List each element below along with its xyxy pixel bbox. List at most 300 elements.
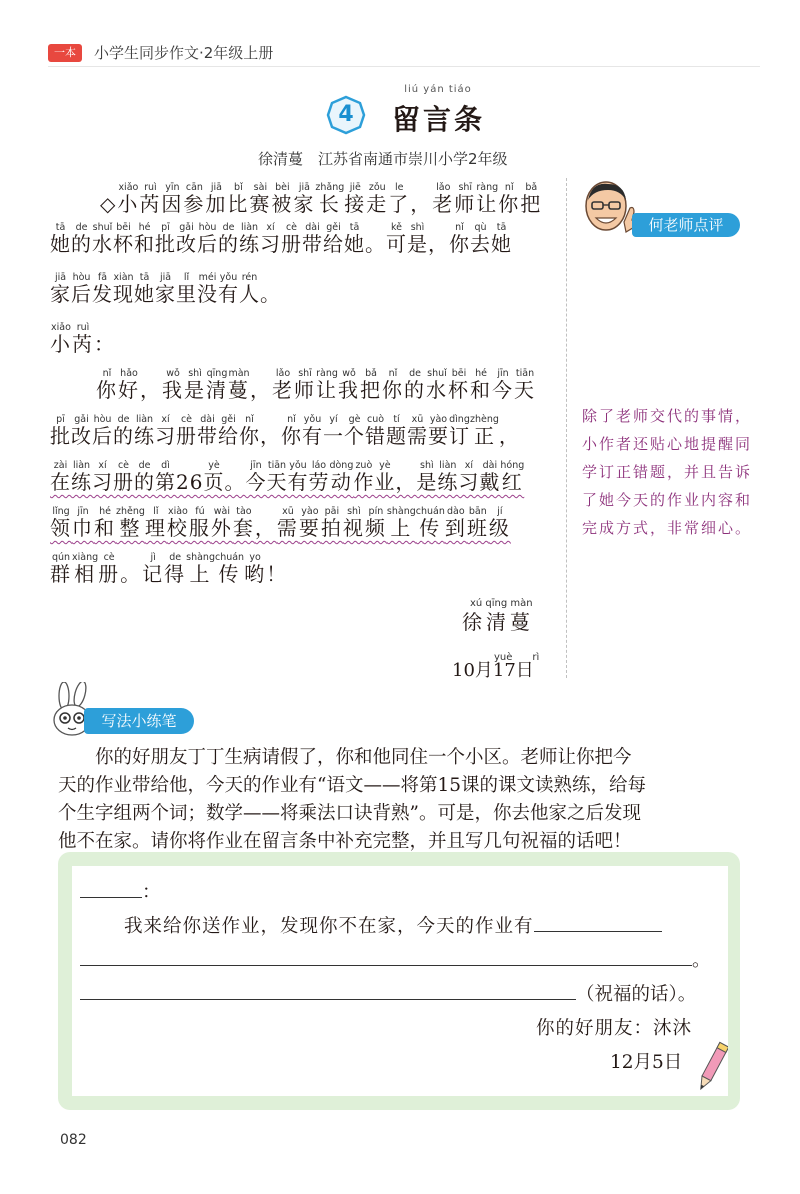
hanzi-with-pinyin: 后hòu — [197, 222, 218, 256]
pinyin: jiā — [155, 272, 176, 283]
hanzi-with-pinyin: 赛sài — [249, 182, 272, 216]
hanzi-with-pinyin: 让ràng — [476, 182, 499, 216]
hanzi-with-pinyin: 的de — [113, 414, 134, 448]
pinyin: fā — [92, 272, 113, 283]
pinyin: zǒu — [366, 182, 389, 193]
hanzi-with-pinyin: 让ràng — [316, 368, 338, 402]
pinyin: lǎo — [272, 368, 294, 379]
pinyin: lǐ — [144, 506, 167, 517]
hanzi-with-pinyin: 你nǐ — [281, 414, 302, 448]
hanzi-with-pinyin: 页yè — [203, 460, 225, 494]
hanzi-with-pinyin: ： — [94, 332, 116, 356]
hanzi-with-pinyin: 的de — [71, 222, 92, 256]
practice-signature: 你的好朋友：沐沐 — [536, 1018, 693, 1039]
hanzi-with-pinyin: 因yīn — [161, 182, 184, 216]
hanzi-with-pinyin: 题tí — [386, 414, 407, 448]
hanzi-with-pinyin: 得de — [164, 552, 187, 586]
hanzi-with-pinyin: 她tā — [344, 222, 365, 256]
pencil-icon — [698, 1038, 728, 1094]
hanzi-with-pinyin: 红hóng — [500, 460, 525, 494]
hanzi-with-pinyin: 巾jīn — [72, 506, 94, 540]
hanzi-with-pinyin: 比bǐ — [227, 182, 250, 216]
hanzi-with-pinyin: 习xí — [92, 460, 113, 494]
hanzi-with-pinyin: 我wǒ — [338, 368, 360, 402]
hanzi-with-pinyin: 的de — [404, 368, 426, 402]
hanzi-with-pinyin: 是shì — [416, 460, 438, 494]
hanzi-with-pinyin: 到dào — [444, 506, 467, 540]
lesson-number: 4 — [338, 102, 354, 127]
pinyin: yǒu — [287, 460, 309, 471]
prompt-line: 天的作业带给他，今天的作业有“语文——将第15课的课文读熟练，给每 — [58, 775, 647, 796]
hanzi-with-pinyin: 小xiǎo — [117, 182, 140, 216]
salutation-blank[interactable] — [80, 897, 142, 898]
hanzi-with-pinyin: 。 — [120, 562, 142, 586]
pinyin: bǐ — [227, 182, 250, 193]
hanzi-with-pinyin: 参cān — [183, 182, 206, 216]
hanzi-with-pinyin: 没méi — [197, 272, 218, 306]
pinyin — [365, 222, 386, 233]
pinyin: lǐ — [176, 272, 197, 283]
hanzi-with-pinyin: 是shì — [184, 368, 206, 402]
hanzi-with-pinyin: 家jiā — [293, 182, 316, 216]
practice-tag: 写法小练笔 — [84, 708, 194, 734]
pinyin: ruì — [139, 182, 162, 193]
hanzi-with-pinyin: 把bǎ — [360, 368, 382, 402]
pinyin: shuǐ — [426, 368, 448, 379]
pinyin: de — [134, 460, 155, 471]
hanzi-with-pinyin: 家jiā — [155, 272, 176, 306]
book-title: 小学生同步作文·2年级上册 — [94, 44, 274, 62]
hanzi-with-pinyin: 错cuò — [365, 414, 386, 448]
pinyin: xiǎo — [50, 322, 72, 333]
hanzi-with-pinyin: ， — [410, 192, 432, 216]
pinyin: hé — [134, 222, 155, 233]
hanzi-with-pinyin: 哟yo — [244, 552, 267, 586]
pinyin: de — [404, 368, 426, 379]
hanzi-with-pinyin: 师shī — [454, 182, 477, 216]
hanzi-with-pinyin: 家jiā — [50, 272, 71, 306]
hanzi-with-pinyin: 老lǎo — [272, 368, 294, 402]
hanzi-with-pinyin: 和hé — [134, 222, 155, 256]
pinyin: yào — [298, 506, 321, 517]
publisher-badge: 一本 — [48, 44, 82, 62]
pinyin — [94, 322, 116, 333]
pinyin — [255, 506, 277, 517]
hanzi-with-pinyin: 蔓màn — [228, 368, 250, 402]
hanzi-with-pinyin: 水shuǐ — [426, 368, 448, 402]
hanzi-with-pinyin: 你nǐ — [449, 222, 470, 256]
pinyin: zuò — [353, 460, 375, 471]
pinyin: sài — [249, 182, 272, 193]
hanzi-with-pinyin: 清qīng — [206, 368, 228, 402]
pinyin: xū — [276, 506, 299, 517]
pinyin: pín — [364, 506, 387, 517]
hanzi-with-pinyin: 个gè — [344, 414, 365, 448]
hanzi-with-pinyin: 带dài — [302, 222, 323, 256]
lesson-title-pinyin: liú yán tiáo — [404, 84, 472, 95]
homework-blank-2[interactable] — [80, 965, 692, 966]
hanzi-with-pinyin: 人rén — [239, 272, 260, 306]
pinyin: de — [218, 222, 239, 233]
pinyin — [140, 368, 162, 379]
hanzi-with-pinyin: 领lǐng — [50, 506, 72, 540]
hanzi-with-pinyin: 班bān — [466, 506, 489, 540]
page-number: 082 — [60, 1132, 87, 1148]
pinyin: liàn — [134, 414, 155, 425]
pinyin: xū — [407, 414, 428, 425]
hanzi-with-pinyin: 后hòu — [92, 414, 113, 448]
hanzi-with-pinyin: 业yè — [374, 460, 396, 494]
pinyin: shī — [294, 368, 316, 379]
hanzi-with-pinyin: 。 — [365, 232, 386, 256]
hanzi-with-pinyin: 传chuán — [214, 552, 245, 586]
pinyin: xiào — [166, 506, 189, 517]
hanzi-with-pinyin: 作zuò — [353, 460, 375, 494]
lesson-title: 留言条 — [392, 103, 486, 136]
homework-blank-1[interactable] — [534, 931, 662, 932]
pinyin: dòng — [329, 460, 354, 471]
hanzi-with-pinyin: 练liàn — [134, 414, 155, 448]
hanzi-with-pinyin: 册cè — [281, 222, 302, 256]
hanzi-with-pinyin: 上shàng — [386, 506, 416, 540]
essay-line-2 — [50, 222, 512, 254]
pinyin: zhěng — [116, 506, 145, 517]
hanzi-with-pinyin: 批pī — [155, 222, 176, 256]
hanzi-with-pinyin: 给gěi — [323, 222, 344, 256]
hanzi-with-pinyin: 把bǎ — [520, 182, 543, 216]
pinyin: shì — [416, 460, 438, 471]
hanzi-with-pinyin: 可kě — [386, 222, 407, 256]
pinyin: yào — [428, 414, 449, 425]
hanzi-with-pinyin: 订dìng — [449, 414, 470, 448]
body-row-1 — [124, 918, 662, 937]
pinyin: qīng — [206, 368, 228, 379]
hanzi-with-pinyin: 有yǒu — [218, 272, 239, 306]
pinyin: zhǎng — [315, 182, 345, 193]
pinyin: ruì — [72, 322, 94, 333]
body-period: 。 — [692, 950, 711, 971]
pinyin: tiān — [266, 460, 288, 471]
hanzi-with-pinyin: 服fú — [188, 506, 211, 540]
pinyin: de — [113, 414, 134, 425]
pinyin: tiān — [514, 368, 536, 379]
hanzi-with-pinyin: 你nǐ — [498, 182, 521, 216]
pinyin: bèi — [271, 182, 294, 193]
hanzi-with-pinyin: 小xiǎo — [50, 322, 72, 356]
pinyin: gè — [344, 414, 365, 425]
hanzi-with-pinyin: 天tiān — [514, 368, 536, 402]
pinyin: shì — [407, 222, 428, 233]
pinyin: cān — [183, 182, 206, 193]
pinyin: yǒu — [302, 414, 323, 425]
salutation-colon: ： — [142, 882, 161, 903]
hanzi-with-pinyin: ， — [260, 424, 281, 448]
pinyin: le — [388, 182, 411, 193]
pinyin: jīn — [245, 460, 267, 471]
hanzi-with-pinyin: 的de — [134, 460, 155, 494]
hanzi-with-pinyin: 师shī — [294, 368, 316, 402]
pinyin: hòu — [92, 414, 113, 425]
pinyin: wǒ — [162, 368, 184, 379]
hanzi-with-pinyin: 戴dài — [479, 460, 501, 494]
hanzi-with-pinyin: 你nǐ — [382, 368, 404, 402]
pinyin: yǒu — [218, 272, 239, 283]
hanzi-with-pinyin: 26 — [176, 470, 203, 494]
hanzi-with-pinyin: 是shì — [407, 222, 428, 256]
essay-line-1 — [100, 182, 542, 214]
teacher-comment-text: 除了老师交代的事情，小作者还贴心地提醒同学订正错题，并且告诉了她今天的作业内容和完成方式，非常细心。 — [582, 407, 753, 537]
hanzi-with-pinyin: 需xū — [407, 414, 428, 448]
hanzi-with-pinyin: 理lǐ — [144, 506, 167, 540]
pinyin: zhèng — [470, 414, 499, 425]
pinyin: yīn — [161, 182, 184, 193]
hanzi-with-pinyin: 你nǐ — [239, 414, 260, 448]
hanzi-with-pinyin: 习xí — [155, 414, 176, 448]
hanzi-with-pinyin: 芮ruì — [72, 322, 94, 356]
hanzi-with-pinyin: 长zhǎng — [315, 182, 345, 216]
prompt-line: 你的好朋友丁丁生病请假了，你和他同住一个小区。老师让你把今 — [95, 747, 632, 768]
pinyin: láo — [308, 460, 330, 471]
hanzi-with-pinyin: 她tā — [50, 222, 71, 256]
pinyin: jiā — [50, 272, 71, 283]
pinyin: gěi — [218, 414, 239, 425]
pinyin — [266, 552, 288, 563]
hanzi-with-pinyin: 记jì — [142, 552, 165, 586]
hanzi-with-pinyin: 现xiàn — [113, 272, 134, 306]
pinyin: dài — [479, 460, 501, 471]
pinyin: hé — [470, 368, 492, 379]
letter-line-1 — [96, 368, 536, 400]
pinyin: shàng — [386, 506, 416, 517]
pinyin: hòu — [197, 222, 218, 233]
hanzi-with-pinyin: 册cè — [98, 552, 121, 586]
hanzi-with-pinyin: 频pín — [364, 506, 387, 540]
pinyin: bān — [466, 506, 489, 517]
hanzi-with-pinyin: 的de — [218, 222, 239, 256]
pinyin: hé — [94, 506, 116, 517]
hanzi-with-pinyin: 走zǒu — [366, 182, 389, 216]
hanzi-with-pinyin: 今jīn — [245, 460, 267, 494]
pinyin — [395, 460, 416, 471]
pinyin: liàn — [437, 460, 459, 471]
signature-name: 徐清蔓 — [462, 610, 534, 634]
hanzi-with-pinyin: 有yǒu — [302, 414, 323, 448]
pinyin: cè — [281, 222, 302, 233]
pinyin: tā — [134, 272, 155, 283]
pinyin — [100, 182, 117, 193]
hanzi-with-pinyin: 好hǎo — [118, 368, 140, 402]
pinyin — [499, 414, 520, 425]
pinyin — [250, 368, 272, 379]
hanzi-with-pinyin: 。 — [260, 282, 281, 306]
letter-line-2 — [50, 414, 520, 446]
pinyin: xiǎo — [117, 182, 140, 193]
salutation-row — [80, 884, 161, 903]
hanzi-with-pinyin: 传chuán — [415, 506, 445, 540]
pinyin: jì — [142, 552, 165, 563]
pinyin: yí — [323, 414, 344, 425]
pinyin: zài — [50, 460, 71, 471]
sidebar-divider — [566, 178, 567, 678]
pinyin: nǐ — [498, 182, 521, 193]
pinyin: nǐ — [96, 368, 118, 379]
pinyin: xí — [155, 414, 176, 425]
pinyin: liàn — [239, 222, 260, 233]
pinyin: chuán — [415, 506, 445, 517]
pinyin: gěi — [323, 222, 344, 233]
pinyin — [260, 272, 281, 283]
letter-line-4 — [50, 506, 511, 538]
hanzi-with-pinyin: 天tiān — [266, 460, 288, 494]
pinyin: qù — [470, 222, 491, 233]
pinyin: hòu — [71, 272, 92, 283]
pinyin: cè — [98, 552, 121, 563]
hanzi-with-pinyin: 第dì — [155, 460, 176, 494]
hanzi-with-pinyin: ， — [140, 378, 162, 402]
hanzi-with-pinyin: 水shuǐ — [92, 222, 113, 256]
hanzi-with-pinyin: 你nǐ — [96, 368, 118, 402]
hanzi-with-pinyin: 。 — [224, 470, 245, 494]
hanzi-with-pinyin: ◇ — [100, 192, 117, 216]
pinyin: tā — [344, 222, 365, 233]
hanzi-with-pinyin: 和hé — [94, 506, 116, 540]
pinyin: chuán — [214, 552, 245, 563]
hanzi-with-pinyin: ， — [255, 516, 277, 540]
pinyin: yè — [374, 460, 396, 471]
pinyin: cuò — [365, 414, 386, 425]
pinyin: ràng — [476, 182, 499, 193]
hanzi-with-pinyin: 有yǒu — [287, 460, 309, 494]
pinyin: jīn — [72, 506, 94, 517]
hanzi-with-pinyin: 被bèi — [271, 182, 294, 216]
hanzi-with-pinyin: 杯bēi — [448, 368, 470, 402]
hanzi-with-pinyin: 接jiē — [344, 182, 367, 216]
pinyin: bǎ — [520, 182, 543, 193]
hanzi-with-pinyin: 群qún — [50, 552, 72, 586]
pinyin: xí — [260, 222, 281, 233]
pinyin: gǎi — [176, 222, 197, 233]
letter-line-3 — [50, 460, 524, 492]
pinyin: nǐ — [382, 368, 404, 379]
pinyin: dào — [444, 506, 467, 517]
pinyin: xiàng — [72, 552, 99, 563]
pinyin: méi — [197, 272, 218, 283]
hanzi-with-pinyin: 视shì — [342, 506, 365, 540]
hanzi-with-pinyin: 我wǒ — [162, 368, 184, 402]
pinyin: hóng — [500, 460, 525, 471]
blessing-blank[interactable] — [80, 999, 576, 1000]
pinyin: wài — [210, 506, 233, 517]
pinyin: yo — [244, 552, 267, 563]
letter-line-5 — [50, 552, 288, 584]
signature-pinyin: xú qīng màn — [470, 598, 533, 609]
pinyin: xí — [92, 460, 113, 471]
hanzi-with-pinyin: ， — [499, 424, 520, 448]
hanzi-with-pinyin: 今jīn — [492, 368, 514, 402]
pinyin: dài — [197, 414, 218, 425]
pinyin — [120, 552, 142, 563]
pinyin: pāi — [320, 506, 343, 517]
pinyin: dì — [155, 460, 176, 471]
pinyin: lǎo — [432, 182, 455, 193]
hanzi-with-pinyin: 册cè — [113, 460, 134, 494]
pinyin — [410, 182, 432, 193]
hanzi-with-pinyin: 级jí — [488, 506, 511, 540]
hanzi-with-pinyin: 去qù — [470, 222, 491, 256]
prompt-line: 个生字组两个词；数学——将乘法口诀背熟”。可是，你去他家之后发现 — [58, 803, 641, 824]
pinyin: jiā — [205, 182, 228, 193]
pinyin — [176, 460, 203, 471]
pinyin: shì — [342, 506, 365, 517]
pinyin: fú — [188, 506, 211, 517]
pinyin: de — [164, 552, 187, 563]
practice-prompt — [58, 744, 758, 856]
body-row-3 — [80, 986, 696, 1005]
hanzi-with-pinyin: 改gǎi — [176, 222, 197, 256]
hanzi-with-pinyin: 老lǎo — [432, 182, 455, 216]
essay-line-3 — [50, 272, 281, 304]
hanzi-with-pinyin: 练liàn — [437, 460, 459, 494]
pinyin: gǎi — [71, 414, 92, 425]
hanzi-with-pinyin: 批pī — [50, 414, 71, 448]
pinyin: bēi — [448, 368, 470, 379]
pinyin: tào — [232, 506, 255, 517]
hanzi-with-pinyin: 习xí — [260, 222, 281, 256]
hanzi-with-pinyin: 相xiàng — [72, 552, 99, 586]
pinyin: cè — [113, 460, 134, 471]
body-text: 我来给你送作业，发现你不在家，今天的作业有 — [124, 916, 534, 937]
pinyin: bǎ — [360, 368, 382, 379]
hanzi-with-pinyin: 杯bēi — [113, 222, 134, 256]
hanzi-with-pinyin: 要yào — [428, 414, 449, 448]
pinyin: hǎo — [118, 368, 140, 379]
pinyin: shì — [184, 368, 206, 379]
hanzi-with-pinyin: 需xū — [276, 506, 299, 540]
pinyin: pī — [50, 414, 71, 425]
pinyin — [224, 460, 245, 471]
pinyin: kě — [386, 222, 407, 233]
hanzi-with-pinyin: 她tā — [491, 222, 512, 256]
pinyin: shī — [454, 182, 477, 193]
hanzi-with-pinyin: 练liàn — [71, 460, 92, 494]
pinyin: lǐng — [50, 506, 72, 517]
hanzi-with-pinyin: 习xí — [458, 460, 480, 494]
body-row-2 — [80, 952, 711, 971]
hanzi-with-pinyin: ！ — [266, 562, 288, 586]
pinyin: tā — [50, 222, 71, 233]
hanzi-with-pinyin: 她tā — [134, 272, 155, 306]
author-line: 徐清蔓 江苏省南通市崇川小学2年级 — [258, 150, 508, 168]
pinyin: nǐ — [449, 222, 470, 233]
hanzi-with-pinyin: 劳láo — [308, 460, 330, 494]
pinyin: ràng — [316, 368, 338, 379]
hanzi-with-pinyin: ， — [250, 378, 272, 402]
pinyin: cè — [176, 414, 197, 425]
hanzi-with-pinyin: ， — [395, 470, 416, 494]
blessing-hint: （祝福的话）。 — [576, 984, 697, 1005]
pinyin: jí — [488, 506, 511, 517]
pinyin: rén — [239, 272, 260, 283]
hanzi-with-pinyin: 后hòu — [71, 272, 92, 306]
prompt-line: 他不在家。请你将作业在留言条中补充完整，并且写几句祝福的话吧！ — [58, 831, 632, 852]
teacher-comment-tag: 何老师点评 — [632, 213, 740, 237]
hanzi-with-pinyin: ， — [428, 232, 449, 256]
hanzi-with-pinyin: 改gǎi — [71, 414, 92, 448]
date-pinyin: yuè rì — [494, 652, 540, 663]
pinyin: qún — [50, 552, 72, 563]
pinyin: dài — [302, 222, 323, 233]
hanzi-with-pinyin: 里lǐ — [176, 272, 197, 306]
